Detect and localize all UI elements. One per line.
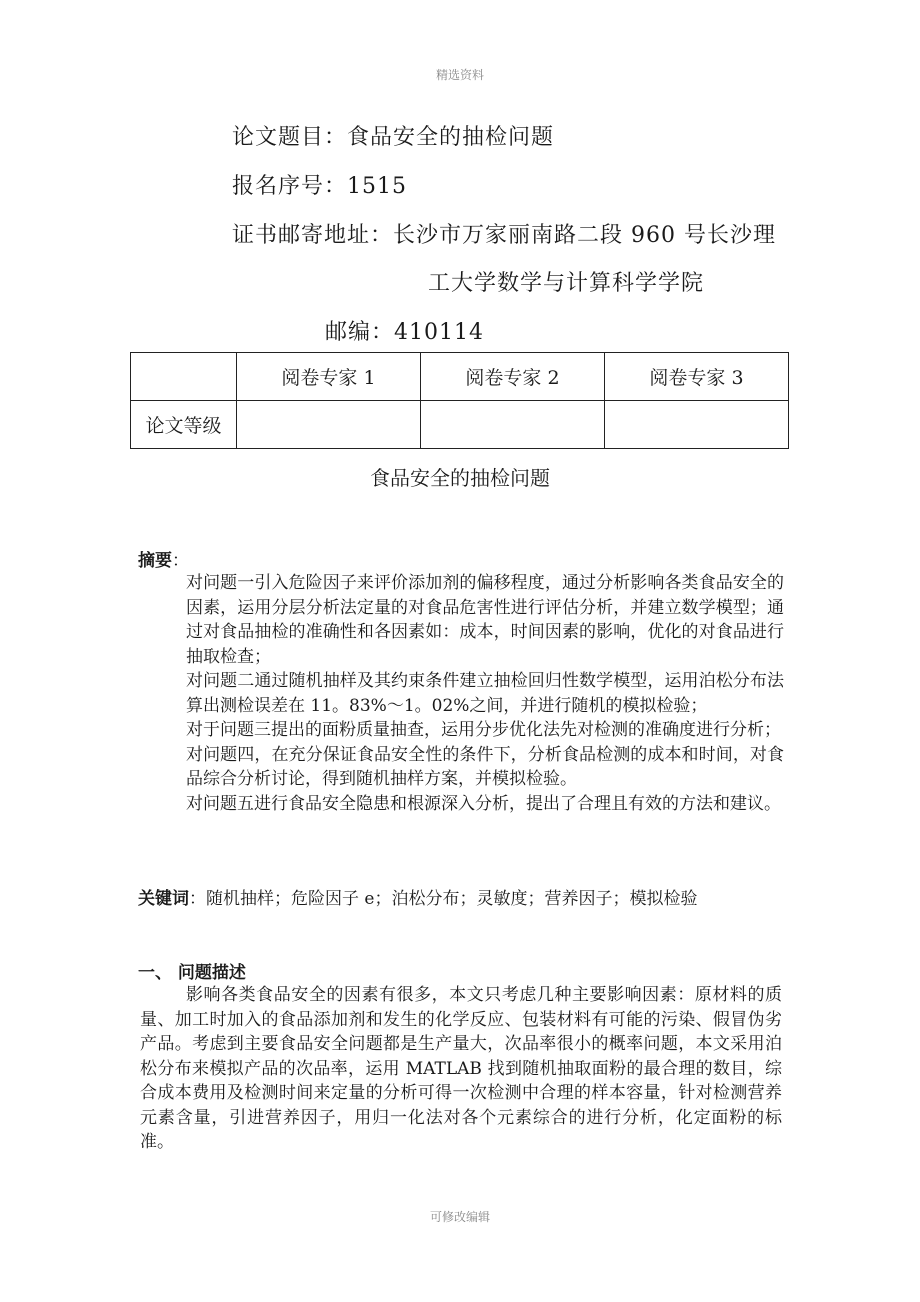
paper-subtitle: 食品安全的抽检问题 (370, 466, 550, 490)
registration-number-line: 报名序号：1515 (232, 174, 407, 199)
keywords-line (138, 884, 697, 909)
grading-table (130, 352, 789, 449)
keywords-label: 关键词 (138, 889, 189, 909)
abstract-heading (138, 546, 189, 571)
grading-table-header-expert-3: 阅卷专家 3 (605, 353, 789, 401)
grading-table-row-label: 论文等级 (131, 401, 237, 449)
abstract-paragraph: 对问题五进行食品安全隐患和根源深入分析，提出了合理且有效的方法和建议。 (186, 793, 781, 814)
section-1-heading: 一、 问题描述 (138, 963, 246, 983)
abstract-paragraph: 对于问题三提出的面粉质量抽查，运用分步优化法先对检测的准确度进行分析； (186, 720, 781, 740)
keywords-text: ：随机抽样；危险因子 e；泊松分布；灵敏度；营养因子；模拟检验 (189, 889, 698, 909)
abstract-paragraph: 对问题一引入危险因子来评价添加剂的偏移程度，通过分析影响各类食品安全的因素，运用分层分析法定量的对食品危害性进行评估分析，并建立数学模型；通过对食品抽检的准确性和各因素如：成本，时间因素的影响，优化的对食品进行抽取检查； (186, 573, 784, 667)
grading-table-cell-expert-2 (421, 401, 605, 449)
abstract-body (186, 571, 784, 816)
grading-table-grade-row (131, 401, 789, 449)
postcode-line: 邮编：410114 (325, 320, 484, 345)
section-1-paragraph: 影响各类食品安全的因素有很多，本文只考虑几种主要影响因素：原材料的质量、加工时加入的食品添加剂和发生的化学反应、包装材料有可能的污染、假冒伪劣产品。考虑到主要食品安全问题都是生产量大，次品率很小的概率问题，本文采用泊松分布来模拟产品的次品率，运用 MATLAB 找到随机抽取面粉的最合理的数目，综合成本费用及检测时间来定量的分析可得一次检测中合理的样本容量，针对检测营养元素含量，引进营养因子，用归一化法对各个元素综合的进行分析，化定面粉的标准。 (140, 985, 782, 1152)
mailing-address-line-1: 证书邮寄地址：长沙市万家丽南路二段 960 号长沙理 (232, 223, 776, 248)
thesis-title-line: 论文题目：食品安全的抽检问题 (232, 125, 555, 150)
grading-table-cell-expert-3 (605, 401, 789, 449)
page-footer: 可修改编辑 (429, 1210, 490, 1224)
mailing-address-line-2: 工大学数学与计算科学学院 (428, 271, 705, 296)
page-header: 精选资料 (435, 68, 484, 82)
abstract-label: 摘要 (138, 551, 172, 571)
abstract-paragraph: 对问题二通过随机抽样及其约束条件建立抽检回归性数学模型，运用泊松分布法算出测检误差在 11。83%～1。02%之间，并进行随机的模拟检验； (186, 671, 784, 716)
abstract-colon: ： (172, 551, 189, 571)
grading-table-header-row (131, 353, 789, 401)
grading-table-cell-expert-1 (237, 401, 421, 449)
section-1-body (140, 983, 782, 1155)
grading-table-header-expert-2: 阅卷专家 2 (421, 353, 605, 401)
grading-table-header-expert-1: 阅卷专家 1 (237, 353, 421, 401)
grading-table-corner-cell (131, 353, 237, 401)
abstract-paragraph: 对问题四，在充分保证食品安全性的条件下，分析食品检测的成本和时间，对食品综合分析讨论，得到随机抽样方案，并模拟检验。 (186, 744, 784, 789)
